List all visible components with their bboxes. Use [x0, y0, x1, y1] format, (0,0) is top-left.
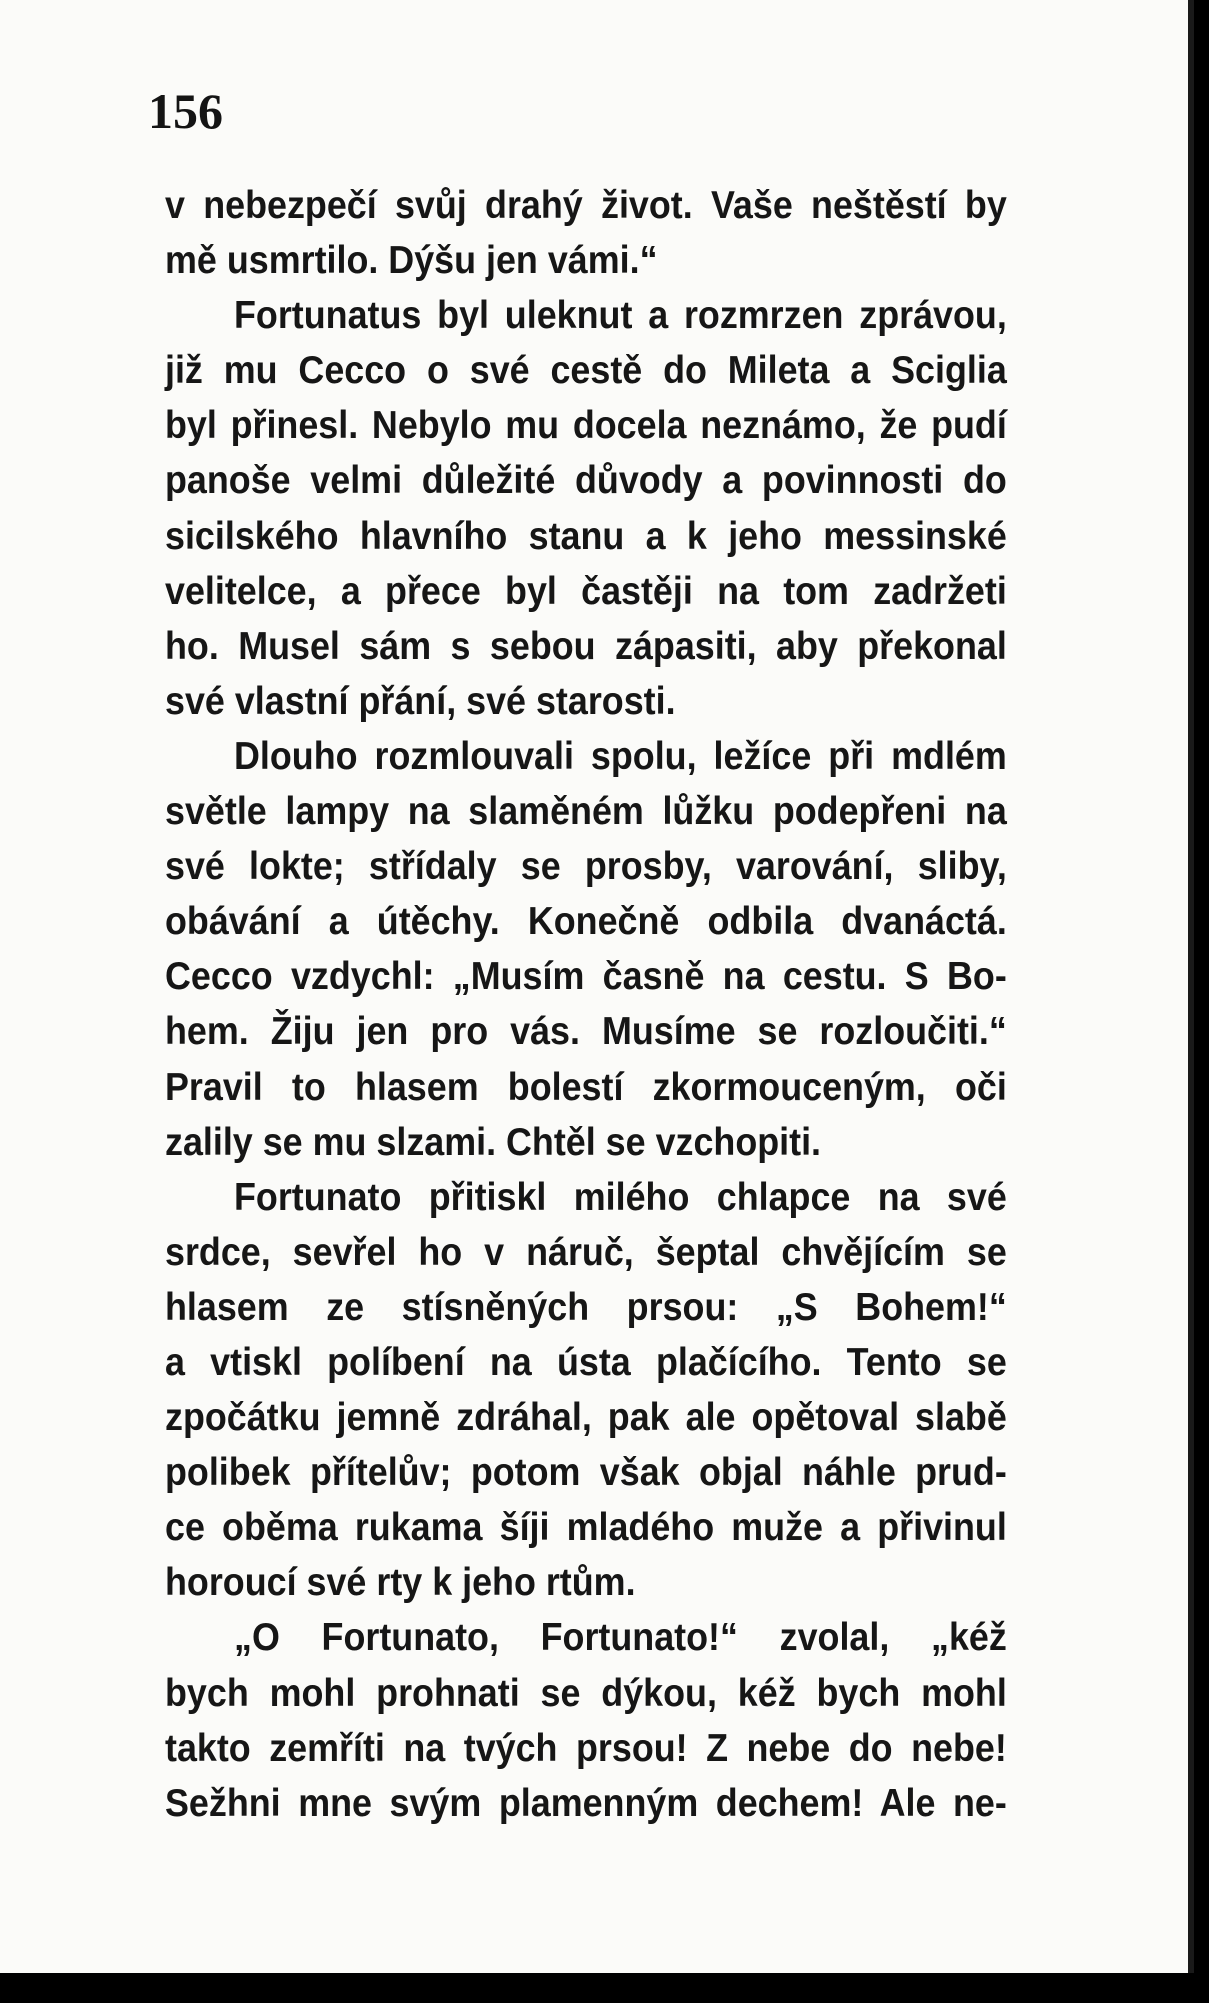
text-line: Cecco vzdychl: „Musím časně na cestu. S Bo-	[165, 955, 1007, 999]
text-line: srdce, sevřel ho v náruč, šeptal chvějícím se	[165, 1230, 1007, 1274]
text-line: ce oběma rukama šíji mladého muže a přivinul	[165, 1506, 1007, 1550]
body-text	[165, 178, 1007, 1831]
text-line: sicilského hlavního stanu a k jeho messinské	[165, 514, 1007, 558]
page-number: 156	[148, 83, 223, 139]
text-line: své vlastní přání, své starosti.	[165, 679, 676, 723]
text-line: hem. Žiju jen pro vás. Musíme se rozloučiti.“	[165, 1010, 1007, 1054]
text-line: mě usmrtilo. Dýšu jen vámi.“	[165, 239, 658, 283]
text-line: velitelce, a přece byl častěji na tom zadržeti	[165, 569, 1007, 613]
text-line: Pravil to hlasem bolestí zkormouceným, oči	[165, 1065, 1007, 1109]
text-line: světle lampy na slaměném lůžku podepřeni na	[165, 790, 1007, 834]
text-line: hlasem ze stísněných prsou: „S Bohem!“	[165, 1285, 1007, 1329]
text-line: horoucí své rty k jeho rtům.	[165, 1561, 636, 1605]
text-line: své lokte; střídaly se prosby, varování, sliby,	[165, 845, 1007, 889]
text-line: zpočátku jemně zdráhal, pak ale opětoval slabě	[165, 1396, 1007, 1440]
text-line: takto zemříti na tvých prsou! Z nebe do nebe!	[165, 1726, 1007, 1770]
text-line: bych mohl prohnati se dýkou, kéž bych mohl	[165, 1671, 1007, 1715]
text-line: obávání a útěchy. Konečně odbila dvanáctá.	[165, 900, 1007, 944]
text-line: a vtiskl políbení na ústa plačícího. Tento se	[165, 1340, 1007, 1384]
text-line: zalily se mu slzami. Chtěl se vzchopiti.	[165, 1120, 822, 1164]
text-line: panoše velmi důležité důvody a povinnosti do	[165, 459, 1007, 503]
text-line: Fortunato přitiskl milého chlapce na své	[234, 1175, 1007, 1219]
text-line: v nebezpečí svůj drahý život. Vaše neštěstí by	[165, 184, 1007, 227]
text-line: Sežhni mne svým plamenným dechem! Ale ne-	[165, 1781, 1007, 1825]
text-line: již mu Cecco o své cestě do Mileta a Sciglia	[165, 349, 1007, 393]
text-line: ho. Musel sám s sebou zápasiti, aby překonal	[165, 624, 1007, 668]
text-line: polibek přítelův; potom však objal náhle prud-	[165, 1451, 1007, 1495]
text-line: byl přinesl. Nebylo mu docela neznámo, že pudí	[165, 404, 1007, 448]
text-line: Dlouho rozmlouvali spolu, ležíce při mdlém	[234, 734, 1007, 778]
text-line: „O Fortunato, Fortunato!“ zvolal, „kéž	[234, 1616, 1007, 1660]
text-line: Fortunatus byl uleknut a rozmrzen zprávou,	[234, 294, 1007, 338]
